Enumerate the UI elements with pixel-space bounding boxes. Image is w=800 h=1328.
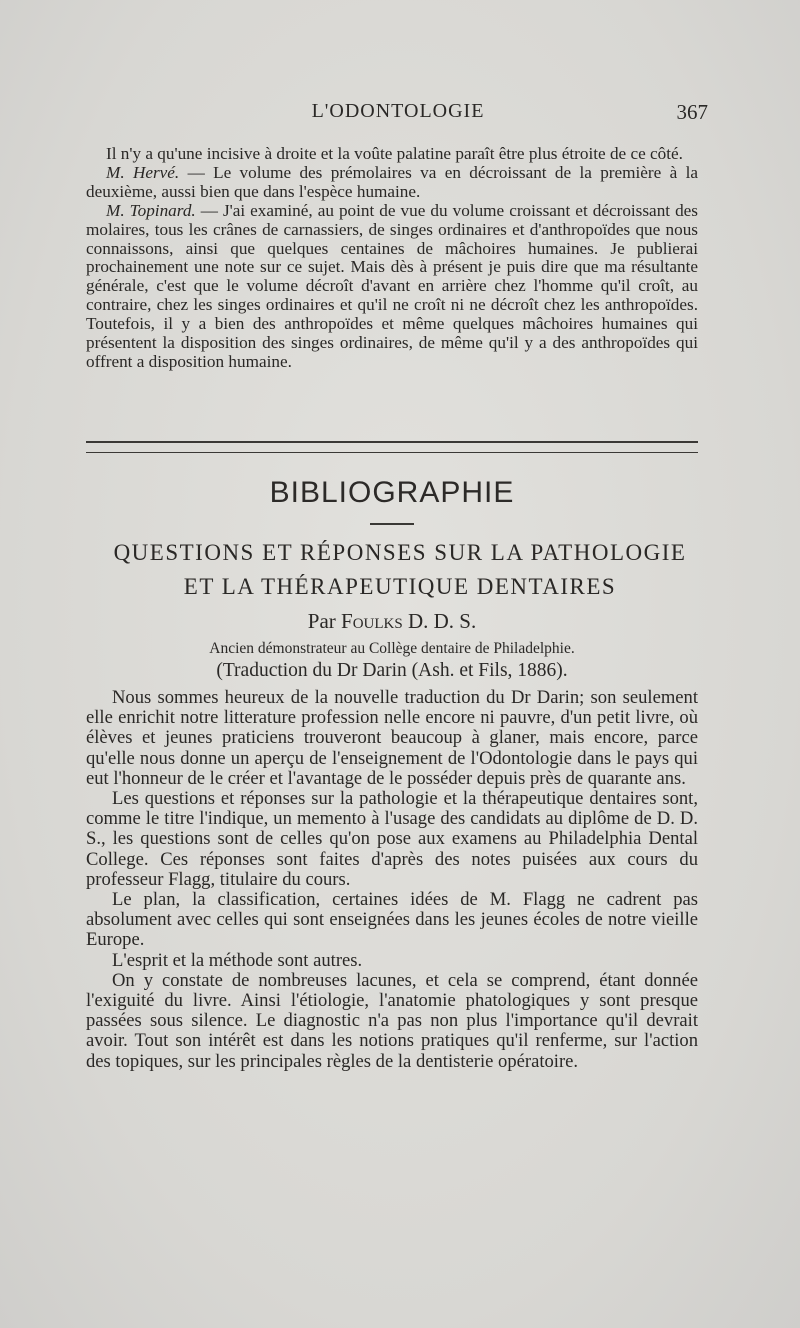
speaker-name: M. Hervé. [106, 162, 180, 182]
author-degree: D. D. S. [402, 609, 477, 633]
book-title-line: QUESTIONS ET RÉPONSES SUR LA PATHOLOGIE [113, 540, 687, 565]
discussion-paragraph: Il n'y a qu'une incisive à droite et la voûte palatine paraît être plus étroite de ce côté. [106, 144, 683, 163]
speaker-remark: — Le volume des prémolaires va en décroissant de la première à la deuxième, aussi bien que dans l'espèce humaine. [86, 162, 698, 201]
review-paragraph: On y constate de nombreuses lacunes, et cela se comprend, étant donnée l'exiguité du livre. Ainsi l'étiologie, l'anatomie phatologiques y sont presque passées sous silence. Le diagnostic n'a pas non plus l'importance qu'il devrait avoir. Tout son intérêt est dans les notions pratiques qu'il renferme, sur l'action des topiques, sur les principales règles de la dentisterie opératoire. [86, 969, 698, 1072]
review-paragraph: L'esprit et la méthode sont autres. [112, 949, 363, 971]
author-note: Ancien démonstrateur au Collège dentaire de Philadelphie. [209, 640, 575, 657]
title-rule [370, 523, 414, 525]
review-paragraph: Le plan, la classification, certaines idées de M. Flagg ne cadrent pas absolument avec celles qui sont enseignées dans les jeunes écoles de notre vieille Europe. [86, 889, 698, 951]
author-name: Foulks [341, 609, 403, 633]
running-head: L'ODONTOLOGIE [311, 100, 485, 122]
author-prefix: Par [307, 609, 342, 633]
review-paragraph: Nous sommes heureux de la nouvelle traduction du Dr Darin; son seulement elle enrichit notre litterature profession nelle encore ni pauvre, d'un petit livre, où élèves et jeunes praticiens trouveront beaucoup à glaner, mais encore, parce qu'elle nous donne un aperçu de l'enseignement de l'Odontologie dans le pays qui eut l'honneur de le créer et l'avantage de le posséder depuis près de quarante ans. [86, 687, 698, 789]
book-title-line: ET LA THÉRAPEUTIQUE DENTAIRES [183, 574, 617, 599]
page-number: 367 [676, 100, 708, 124]
section-divider [86, 441, 698, 453]
review-paragraph: Les questions et réponses sur la pathologie et la thérapeutique dentaires sont, comme le titre l'indique, un memento à l'usage des candidats au diplôme de D. D. S., les questions sont de celles qu'on pose aux examens au Philadelphia Dental College. Ces réponses sont faites d'après des notes puisées aux cours du professeur Flagg, titulaire du cours. [86, 788, 698, 890]
discussion-paragraph [86, 202, 698, 372]
page-header [88, 100, 708, 130]
section-title: BIBLIOGRAPHIE [269, 476, 515, 509]
discussion-paragraph [86, 164, 698, 202]
translation-note: (Traduction du Dr Darin (Ash. et Fils, 1886). [216, 660, 568, 681]
author-line [86, 609, 698, 634]
speaker-name: M. Topinard. [106, 200, 196, 220]
speaker-remark: — J'ai examiné, au point de vue du volume croissant et décroissant des molaires, tous les crânes de carnassiers, de singes ordinaires et d'anthropoïdes que nous connaissons, ainsi que quelques centaines de mâchoires humaines. Je publierai prochainement une note sur ce sujet. Mais dès à présent je puis dire que ma résultante générale, c'est que le volume décroît d'avant en arrière chez l'homme qu'il croît, au contraire, chez les singes ordinaires et qu'il ne croît ni ne décroît chez les anthropoïdes. Toutefois, il y a bien des anthropoïdes et même quelques mâchoires humaines qui présentent la disposition des singes ordinaires, de même qu'il y a des anthropoïdes qui offrent a disposition humaine. [86, 200, 698, 371]
discussion-text [86, 145, 698, 372]
review-text [86, 688, 698, 1072]
